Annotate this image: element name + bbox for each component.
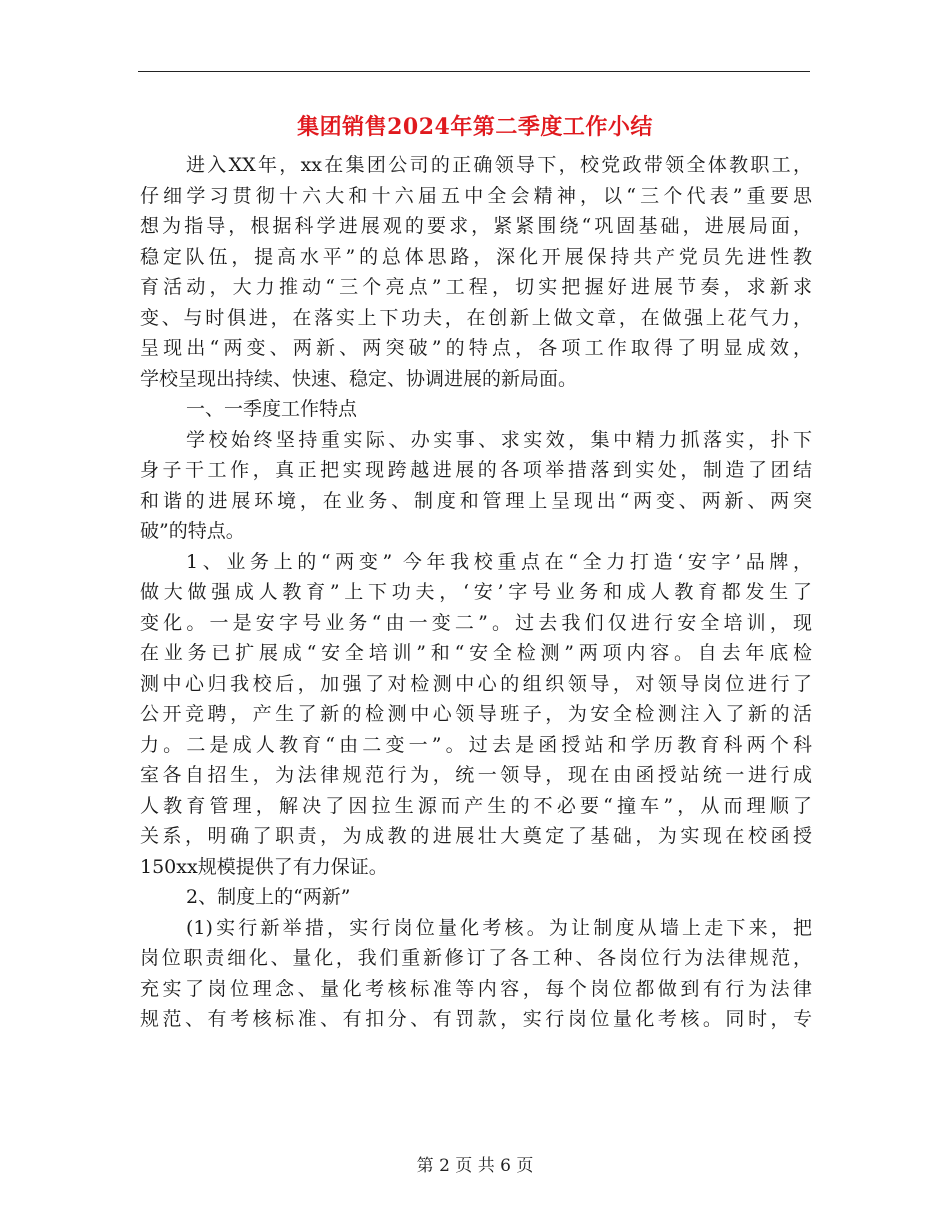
body-line: 学校呈现出持续、快速、稳定、协调进展的新局面。 — [140, 367, 578, 390]
body-line: 破”的特点。 — [140, 520, 245, 542]
body-line: 测中心归我校后，加强了对检测中心的组织领导，对领导岗位进行了 — [140, 672, 812, 695]
page-number-footer: 第 2 页 共 6 页 — [416, 1156, 534, 1176]
body-line: 做大做强成人教育”上下功夫，‘安’字号业务和成人教育都发生了 — [140, 581, 812, 603]
body-line: 公开竞聘，产生了新的检测中心领导班子，为安全检测注入了新的活 — [140, 703, 812, 725]
section-heading: 2、制度上的“两新” — [186, 886, 351, 908]
body-line: 想为指导，根据科学进展观的要求，紧紧围绕“巩固基础，进展局面， — [140, 215, 812, 237]
body-line: 关系，明确了职责，为成教的进展壮大奠定了基础，为实现在校函授 — [140, 825, 812, 847]
body-line: 学校始终坚持重实际、办实事、求实效，集中精力抓落实，扑下 — [186, 428, 812, 451]
body-line: 和谐的进展环境，在业务、制度和管理上呈现出“两变、两新、两突 — [140, 489, 812, 512]
body-line: 仔细学习贯彻十六大和十六届五中全会精神，以“三个代表”重要思 — [140, 184, 812, 207]
body-line: 变、与时俱进，在落实上下功夫，在创新上做文章，在做强上花气力， — [140, 306, 812, 329]
body-line: 变化。一是安字号业务“由一变二”。过去我们仅进行安全培训，现 — [140, 611, 812, 634]
document-body — [140, 150, 812, 1035]
body-line: 充实了岗位理念、量化考核标准等内容，每个岗位都做到有行为法律 — [140, 977, 812, 1000]
body-line: 身子干工作，真正把实现跨越进展的各项举措落到实处，制造了团结 — [140, 459, 812, 481]
body-line: 力。二是成人教育“由二变一”。过去是函授站和学历教育科两个科 — [140, 733, 812, 756]
body-line: (1)实行新举措，实行岗位量化考核。为让制度从墙上走下来，把 — [186, 916, 812, 939]
body-line: 进入XX年，xx在集团公司的正确领导下，校党政带领全体教职工， — [186, 154, 812, 176]
body-line: 150xx规模提供了有力保证。 — [140, 855, 388, 878]
body-line: 在业务已扩展成“安全培训”和“安全检测”两项内容。自去年底检 — [140, 642, 812, 664]
section-heading: 一、一季度工作特点 — [186, 398, 358, 420]
header-rule — [138, 71, 810, 72]
body-line: 1、业务上的“两变” 今年我校重点在“全力打造‘安字’品牌， — [186, 550, 812, 573]
body-line: 岗位职责细化、量化，我们重新修订了各工种、各岗位行为法律规范， — [140, 947, 812, 969]
body-line: 稳定队伍，提高水平”的总体思路，深化开展保持共产党员先进性教 — [140, 245, 812, 268]
body-line: 人教育管理，解决了因拉生源而产生的不必要“撞车”，从而理顺了 — [140, 794, 812, 817]
body-line: 育活动，大力推动“三个亮点”工程，切实把握好进展节奏，求新求 — [140, 276, 812, 298]
body-line: 室各自招生，为法律规范行为，统一领导，现在由函授站统一进行成 — [140, 764, 812, 786]
document-title: 集团销售2024年第二季度工作小结 — [297, 114, 653, 140]
body-line: 呈现出“两变、两新、两突破”的特点，各项工作取得了明显成效， — [140, 337, 812, 359]
body-line: 规范、有考核标准、有扣分、有罚款，实行岗位量化考核。同时，专 — [140, 1008, 812, 1030]
